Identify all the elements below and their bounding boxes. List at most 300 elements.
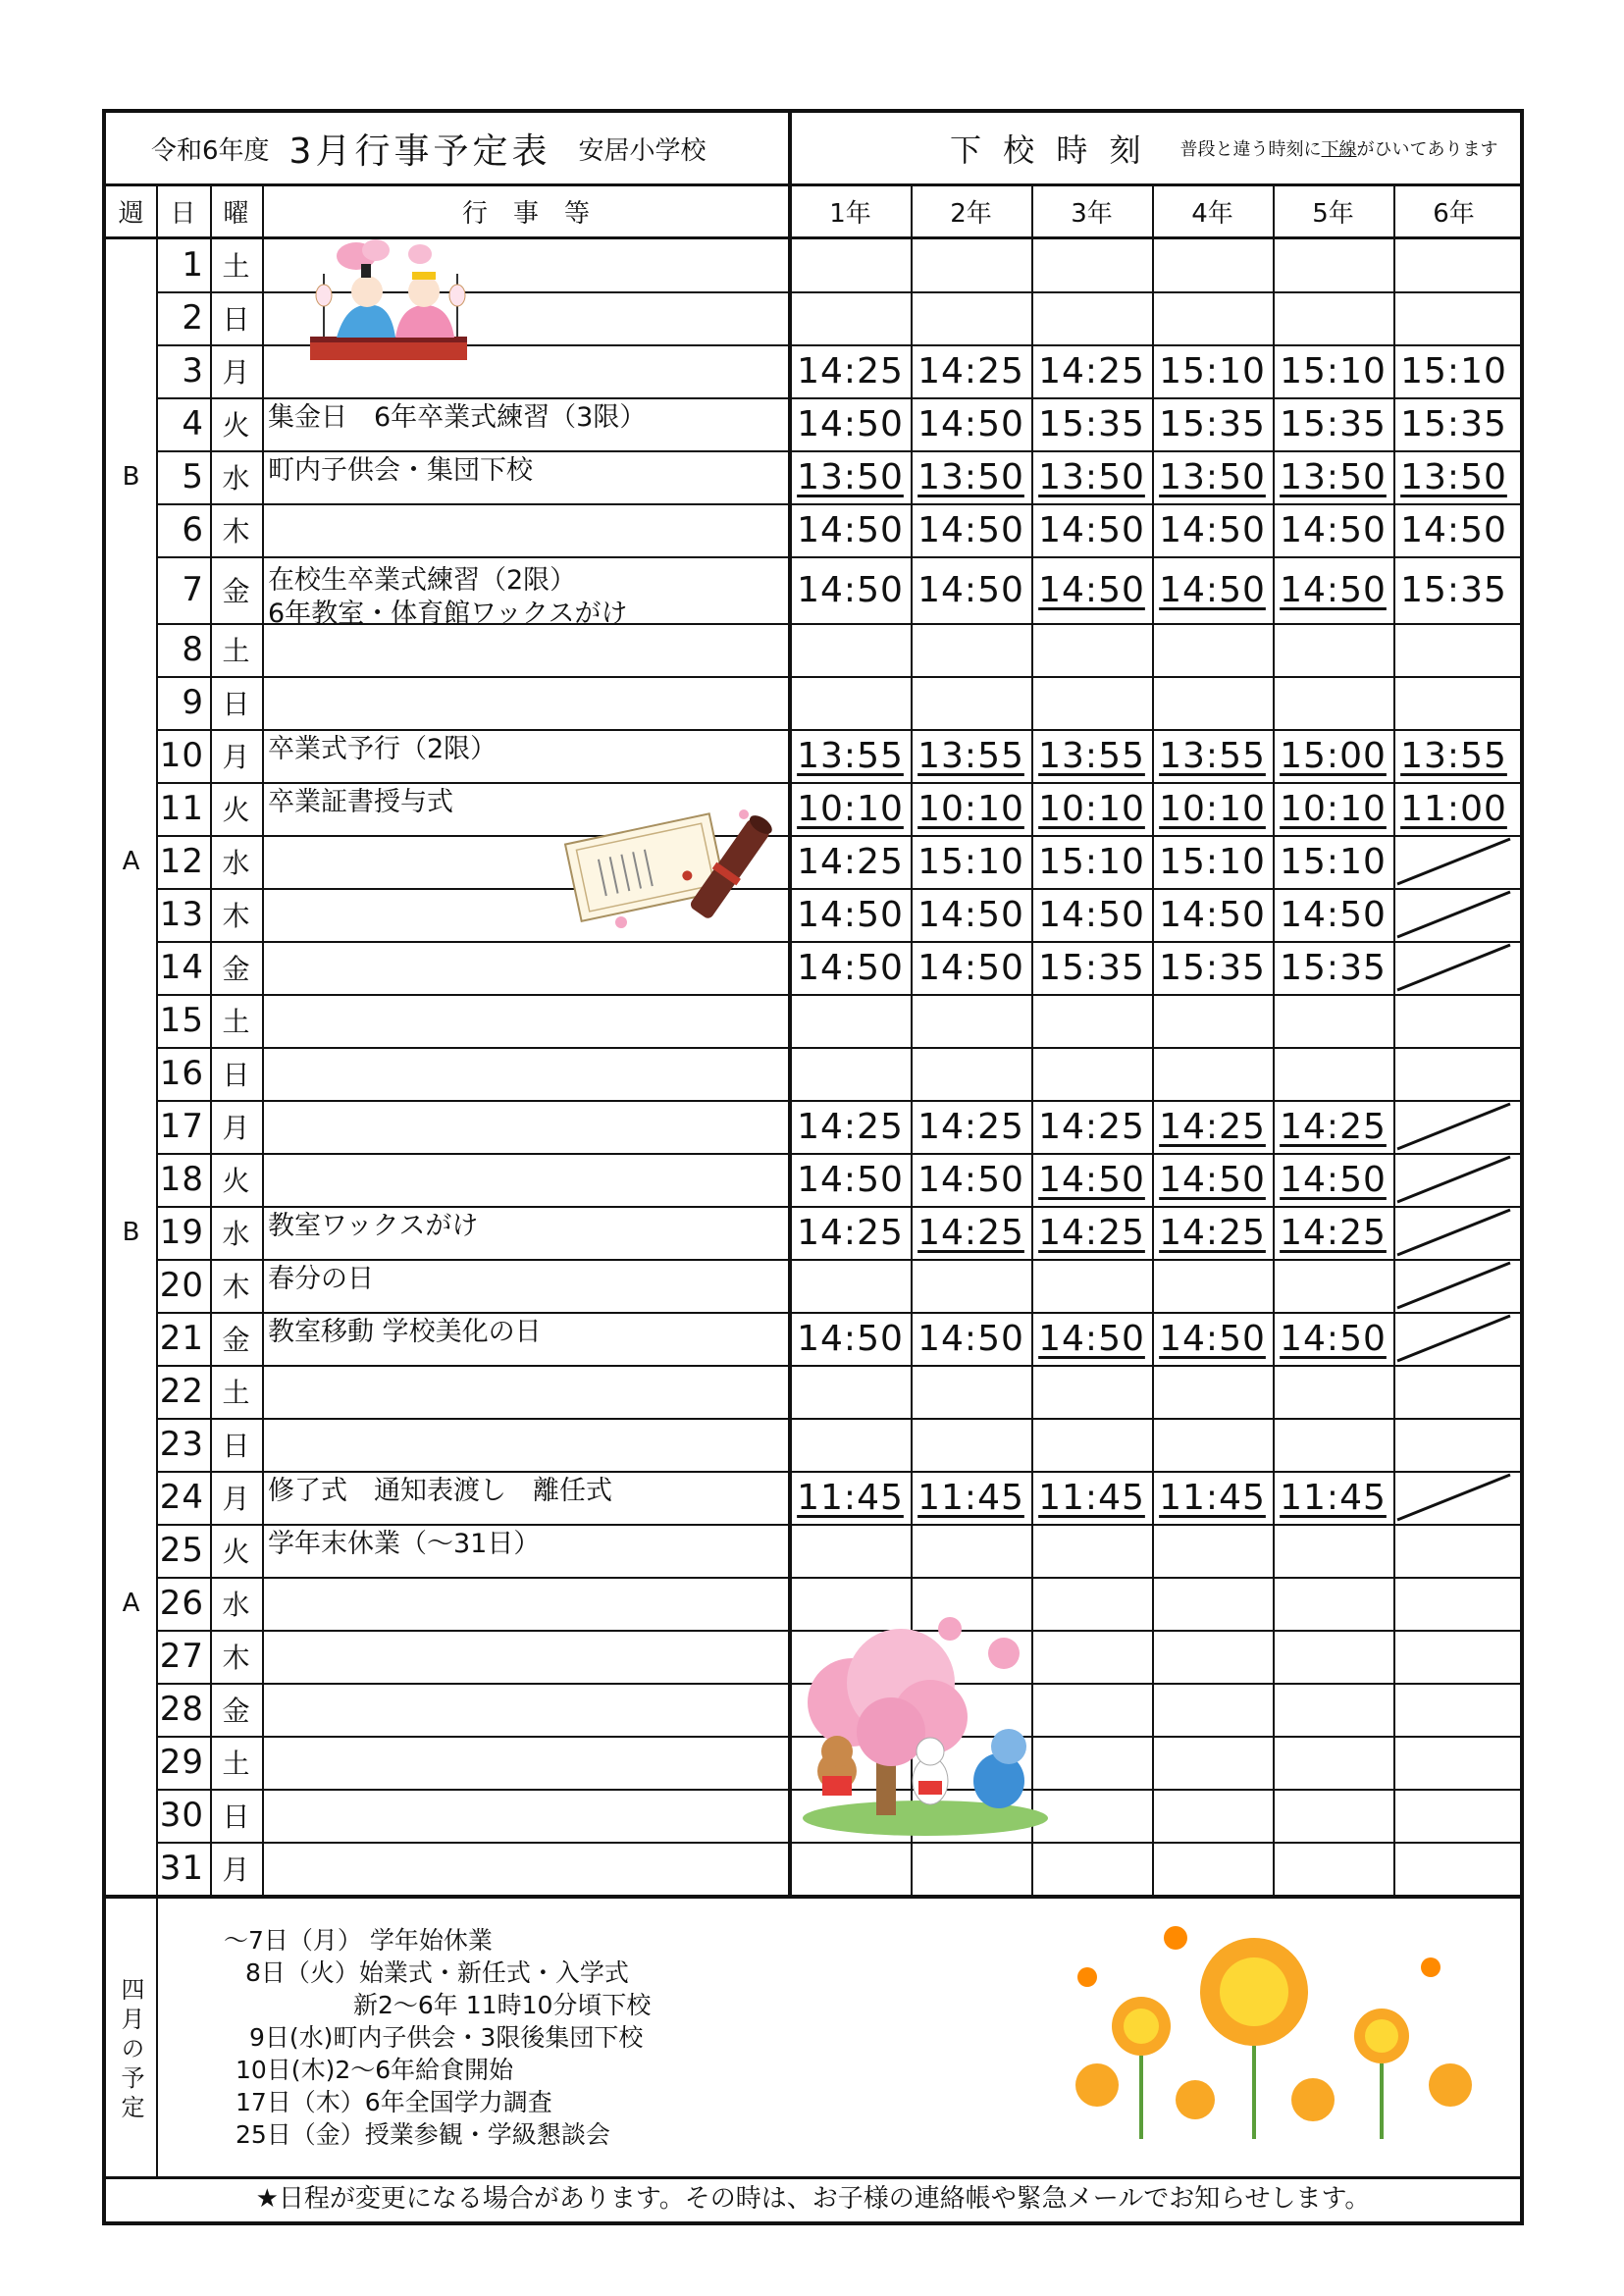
dismissal-time-grade-4 — [1152, 1418, 1273, 1471]
time-value: 15:35 — [1038, 947, 1145, 988]
time-value: 14:50 — [1159, 1159, 1266, 1200]
time-value: 14:50 — [1038, 894, 1145, 935]
day-number: 21 — [159, 1319, 204, 1358]
dismissal-time-grade-4 — [1152, 556, 1273, 623]
event-cell — [262, 676, 790, 729]
weekday: 水 — [222, 1218, 250, 1250]
time-value: 15:35 — [1159, 403, 1266, 444]
dismissal-time-grade-1 — [790, 556, 911, 623]
time-value: 14:50 — [917, 403, 1024, 444]
dismissal-time-grade-1 — [790, 1365, 911, 1418]
grid-line — [156, 941, 1520, 943]
dismissal-time-grade-5 — [1273, 344, 1393, 397]
grid-line — [156, 676, 1520, 678]
event-cell — [262, 1047, 790, 1100]
april-line: 8日（火）始業式・新任式・入学式 — [245, 1958, 629, 1987]
day-number: 31 — [159, 1849, 204, 1888]
dismissal-time-grade-2 — [911, 556, 1031, 623]
time-value: 14:25 — [1038, 1106, 1145, 1147]
dismissal-time-grade-4 — [1152, 1312, 1273, 1365]
time-value: 14:50 — [917, 569, 1024, 610]
dismissal-title: 下 校 時 刻 — [950, 131, 1147, 169]
dismissal-time-grade-5 — [1273, 291, 1393, 344]
dismissal-time-grade-3 — [1031, 941, 1152, 994]
dismissal-time-grade-1 — [790, 238, 911, 291]
dismissal-time-grade-2 — [911, 994, 1031, 1047]
dismissal-time-grade-2 — [911, 450, 1031, 503]
dismissal-time-grade-4 — [1152, 729, 1273, 782]
time-value: 11:00 — [1400, 788, 1507, 829]
weekday: 日 — [222, 688, 250, 720]
time-value: 14:50 — [917, 1159, 1024, 1200]
notice-text: ★日程が変更になる場合があります。その時は、お子様の連絡帳や緊急メールでお知らせします。 — [255, 2184, 1371, 2214]
dismissal-time-grade-5 — [1273, 1206, 1393, 1259]
time-value: 13:50 — [1280, 456, 1387, 497]
dismissal-time-grade-1 — [790, 1524, 911, 1577]
time-value: 14:25 — [797, 841, 904, 882]
dismissal-time-grade-5 — [1273, 1842, 1393, 1895]
dismissal-time-grade-5 — [1273, 782, 1393, 835]
event-cell — [262, 1418, 790, 1471]
day-number: 4 — [182, 404, 204, 444]
dismissal-time-grade-2 — [911, 782, 1031, 835]
time-value: 14:25 — [797, 1106, 904, 1147]
time-value: 14:50 — [797, 894, 904, 935]
dismissal-time-grade-5 — [1273, 835, 1393, 888]
event-cell — [262, 450, 790, 503]
dismissal-time-grade-3 — [1031, 291, 1152, 344]
time-value: 14:50 — [797, 947, 904, 988]
dismissal-time-grade-5 — [1273, 1100, 1393, 1153]
dismissal-time-grade-5 — [1273, 556, 1393, 623]
dismissal-time-grade-1 — [790, 835, 911, 888]
weekday: 日 — [222, 1430, 250, 1462]
dismissal-time-grade-2 — [911, 291, 1031, 344]
dismissal-time-grade-4 — [1152, 1683, 1273, 1736]
dismissal-time-grade-4 — [1152, 888, 1273, 941]
day-number: 9 — [182, 683, 204, 722]
dismissal-time-grade-5 — [1273, 1577, 1393, 1630]
week-type: A — [122, 1589, 140, 1618]
weekday: 水 — [222, 462, 250, 495]
dismissal-time-grade-5 — [1273, 1630, 1393, 1683]
dismissal-time-grade-1 — [790, 1153, 911, 1206]
no-school-slash — [1393, 1206, 1514, 1259]
dismissal-time-grade-2 — [911, 1365, 1031, 1418]
dismissal-time-grade-6 — [1393, 1577, 1514, 1630]
dismissal-time-grade-1 — [790, 941, 911, 994]
event-cell — [262, 1683, 790, 1736]
grid-line — [156, 450, 1520, 452]
grid-line — [1152, 183, 1154, 1895]
dismissal-time-grade-6 — [1393, 238, 1514, 291]
time-value: 14:50 — [797, 509, 904, 550]
event-cell — [262, 1259, 790, 1312]
time-value: 14:50 — [1038, 1318, 1145, 1359]
day-number: 11 — [159, 789, 204, 828]
day-number: 16 — [159, 1054, 204, 1093]
time-value: 15:35 — [1159, 947, 1266, 988]
week-type: B — [122, 1218, 140, 1247]
time-value: 10:10 — [797, 788, 904, 829]
grid-line — [156, 183, 158, 1895]
dismissal-time-grade-3 — [1031, 994, 1152, 1047]
dismissal-time-grade-2 — [911, 1047, 1031, 1100]
dismissal-time-grade-5 — [1273, 1365, 1393, 1418]
time-value: 14:50 — [797, 1318, 904, 1359]
time-value: 13:50 — [917, 456, 1024, 497]
day-number: 25 — [159, 1531, 204, 1570]
time-value: 14:50 — [797, 403, 904, 444]
dismissal-time-grade-2 — [911, 729, 1031, 782]
dismissal-time-grade-5 — [1273, 1683, 1393, 1736]
day-number: 8 — [182, 630, 204, 669]
weekday: 月 — [222, 1483, 250, 1515]
dismissal-time-grade-2 — [911, 1524, 1031, 1577]
time-value: 15:10 — [1400, 350, 1507, 391]
event-cell — [262, 994, 790, 1047]
no-school-slash — [1393, 888, 1514, 941]
event-text: 卒業式予行（2限） — [268, 734, 498, 764]
grid-line — [156, 503, 1520, 505]
day-number: 18 — [159, 1160, 204, 1199]
dismissal-time-grade-3 — [1031, 1418, 1152, 1471]
grid-line — [156, 1577, 1520, 1579]
weekday: 日 — [222, 1800, 250, 1833]
april-schedule — [216, 1924, 651, 2151]
time-value: 15:10 — [1159, 841, 1266, 882]
dismissal-time-grade-6 — [1393, 623, 1514, 676]
time-value: 14:50 — [1400, 509, 1507, 550]
day-number: 5 — [182, 457, 204, 496]
dismissal-time-grade-2 — [911, 1418, 1031, 1471]
dismissal-time-grade-4 — [1152, 1471, 1273, 1524]
weekday: 木 — [222, 1271, 250, 1303]
event-text: 在校生卒業式練習（2限） — [268, 565, 577, 596]
dismissal-time-grade-6 — [1393, 291, 1514, 344]
time-value: 15:10 — [1159, 350, 1266, 391]
dismissal-time-grade-4 — [1152, 291, 1273, 344]
dismissal-time-grade-5 — [1273, 1736, 1393, 1789]
time-value: 10:10 — [1159, 788, 1266, 829]
dismissal-time-grade-6 — [1393, 1047, 1514, 1100]
event-text: 春分の日 — [268, 1264, 374, 1294]
dismissal-time-grade-3 — [1031, 503, 1152, 556]
weekday: 金 — [222, 1695, 250, 1727]
column-day: 日 — [170, 198, 196, 229]
grid-line — [156, 782, 1520, 784]
dismissal-time-grade-4 — [1152, 1153, 1273, 1206]
dismissal-note: 普段と違う時刻に下線がひいてあります — [1179, 139, 1498, 160]
time-value: 14:50 — [917, 509, 1024, 550]
dismissal-time-grade-4 — [1152, 450, 1273, 503]
weekday: 火 — [222, 1536, 250, 1568]
dismissal-time-grade-5 — [1273, 450, 1393, 503]
no-school-slash — [1393, 1100, 1514, 1153]
time-value: 14:50 — [1280, 1318, 1387, 1359]
time-value: 14:50 — [1038, 569, 1145, 610]
grid-line — [156, 1047, 1520, 1049]
day-number: 12 — [159, 842, 204, 881]
dismissal-time-grade-2 — [911, 623, 1031, 676]
time-value: 14:25 — [1038, 1212, 1145, 1253]
time-value: 14:50 — [797, 1159, 904, 1200]
dismissal-time-grade-4 — [1152, 782, 1273, 835]
dismissal-time-grade-6 — [1393, 1418, 1514, 1471]
weekday: 日 — [222, 303, 250, 336]
weekday: 水 — [222, 847, 250, 879]
dismissal-time-grade-6 — [1393, 556, 1514, 623]
dismissal-time-grade-2 — [911, 1259, 1031, 1312]
dismissal-time-grade-3 — [1031, 1471, 1152, 1524]
time-value: 15:35 — [1400, 569, 1507, 610]
time-value: 14:25 — [1038, 350, 1145, 391]
april-line: 9日(水)町内子供会・3限後集団下校 — [249, 2023, 644, 2052]
time-value: 14:50 — [1038, 1159, 1145, 1200]
dismissal-time-grade-5 — [1273, 994, 1393, 1047]
dismissal-time-grade-2 — [911, 676, 1031, 729]
weekday: 月 — [222, 1112, 250, 1144]
time-value: 11:45 — [797, 1477, 904, 1518]
time-value: 15:35 — [1400, 403, 1507, 444]
no-school-slash — [1393, 1259, 1514, 1312]
april-line: ～7日（月） 学年始休業 — [224, 1926, 493, 1955]
dismissal-time-grade-1 — [790, 623, 911, 676]
event-text: 教室ワックスがけ — [268, 1211, 479, 1241]
grid-line — [156, 1365, 1520, 1367]
dismissal-time-grade-1 — [790, 1471, 911, 1524]
time-value: 14:50 — [1038, 509, 1145, 550]
dismissal-time-grade-3 — [1031, 835, 1152, 888]
time-value: 14:50 — [1280, 1159, 1387, 1200]
no-school-slash — [1393, 941, 1514, 994]
dismissal-time-grade-6 — [1393, 994, 1514, 1047]
week-type: A — [122, 847, 140, 876]
event-text: 町内子供会・集団下校 — [268, 455, 533, 486]
time-value: 15:00 — [1280, 735, 1387, 776]
dismissal-time-grade-5 — [1273, 623, 1393, 676]
grid-line — [210, 183, 212, 1895]
grid-line — [156, 994, 1520, 996]
april-label-text: 四月の予定 — [117, 1977, 144, 2124]
column-events: 行 事 等 — [461, 198, 590, 229]
dismissal-time-grade-4 — [1152, 1047, 1273, 1100]
event-cell — [262, 503, 790, 556]
dismissal-time-grade-5 — [1273, 941, 1393, 994]
dismissal-time-grade-3 — [1031, 676, 1152, 729]
dismissal-time-grade-3 — [1031, 1365, 1152, 1418]
dismissal-time-grade-1 — [790, 888, 911, 941]
dismissal-time-grade-6 — [1393, 729, 1514, 782]
event-text: 修了式 通知表渡し 離任式 — [268, 1476, 612, 1506]
grid-line — [156, 1100, 1520, 1102]
dismissal-time-grade-1 — [790, 1842, 911, 1895]
event-text: 学年末休業（～31日） — [268, 1529, 541, 1559]
event-cell — [262, 1206, 790, 1259]
dismissal-time-grade-3 — [1031, 782, 1152, 835]
dismissal-time-grade-4 — [1152, 503, 1273, 556]
time-value: 14:50 — [797, 569, 904, 610]
dismissal-time-grade-1 — [790, 344, 911, 397]
column-weekday: 曜 — [223, 198, 249, 229]
dismissal-time-grade-3 — [1031, 238, 1152, 291]
time-value: 11:45 — [1159, 1477, 1266, 1518]
day-number: 28 — [159, 1690, 204, 1729]
day-number: 2 — [182, 298, 204, 338]
dismissal-time-grade-6 — [1393, 1736, 1514, 1789]
time-value: 13:50 — [1400, 456, 1507, 497]
event-cell — [262, 556, 790, 629]
april-line: 10日(木)2～6年給食開始 — [236, 2056, 514, 2084]
dismissal-time-grade-1 — [790, 450, 911, 503]
dismissal-time-grade-1 — [790, 1047, 911, 1100]
dismissal-time-grade-6 — [1393, 1630, 1514, 1683]
grid-line — [1393, 183, 1395, 1895]
time-value: 11:45 — [1038, 1477, 1145, 1518]
weekday: 土 — [222, 1377, 250, 1409]
weekday: 土 — [222, 635, 250, 667]
event-cell — [262, 1577, 790, 1630]
april-line: 25日（金）授業参観・学級懇談会 — [236, 2120, 610, 2149]
time-value: 14:25 — [797, 1212, 904, 1253]
dismissal-time-grade-3 — [1031, 450, 1152, 503]
april-label — [106, 1923, 156, 2178]
event-text: 集金日 6年卒業式練習（3限） — [268, 402, 647, 433]
dismissal-time-grade-6 — [1393, 1789, 1514, 1842]
dismissal-time-grade-5 — [1273, 1789, 1393, 1842]
dismissal-time-grade-3 — [1031, 1312, 1152, 1365]
event-cell — [262, 1100, 790, 1153]
dismissal-time-grade-6 — [1393, 450, 1514, 503]
dismissal-time-grade-4 — [1152, 1259, 1273, 1312]
time-value: 10:10 — [917, 788, 1024, 829]
dismissal-time-grade-5 — [1273, 1471, 1393, 1524]
time-value: 14:50 — [917, 894, 1024, 935]
column-grade-3: 3年 — [1071, 198, 1113, 229]
dismissal-time-grade-2 — [911, 503, 1031, 556]
dismissal-time-grade-3 — [1031, 556, 1152, 623]
dismissal-time-grade-3 — [1031, 1206, 1152, 1259]
weekday: 月 — [222, 1853, 250, 1886]
column-week: 週 — [118, 198, 144, 229]
grid-line — [156, 1895, 158, 2176]
hina-dolls-illustration — [302, 235, 479, 367]
dismissal-time-grade-4 — [1152, 397, 1273, 450]
column-grade-4: 4年 — [1191, 198, 1233, 229]
day-number: 10 — [159, 736, 204, 775]
april-line: 新2～6年 11時10分頃下校 — [353, 1991, 652, 2019]
grid-line — [156, 1418, 1520, 1420]
time-value: 13:55 — [917, 735, 1024, 776]
time-value: 14:25 — [1280, 1106, 1387, 1147]
event-cell — [262, 1789, 790, 1842]
grid-line — [788, 113, 792, 1895]
weekday: 水 — [222, 1589, 250, 1621]
time-value: 14:50 — [1159, 894, 1266, 935]
time-value: 14:25 — [1159, 1106, 1266, 1147]
event-text: 6年教室・体育館ワックスがけ — [268, 599, 628, 629]
event-cell — [262, 1630, 790, 1683]
dismissal-time-grade-4 — [1152, 1577, 1273, 1630]
dismissal-time-grade-3 — [1031, 623, 1152, 676]
dismissal-time-grade-3 — [1031, 1524, 1152, 1577]
no-school-slash — [1393, 1471, 1514, 1524]
weekday: 土 — [222, 250, 250, 283]
weekday: 木 — [222, 1642, 250, 1674]
time-value: 14:25 — [917, 1212, 1024, 1253]
grid-line — [156, 1259, 1520, 1261]
dismissal-time-grade-3 — [1031, 1047, 1152, 1100]
fiscal-year: 令和6年度 — [151, 135, 270, 166]
week-type: B — [122, 462, 140, 492]
dismissal-time-grade-4 — [1152, 1365, 1273, 1418]
dismissal-time-grade-4 — [1152, 676, 1273, 729]
dismissal-header — [950, 113, 1519, 183]
time-value: 14:50 — [917, 947, 1024, 988]
dismissal-time-grade-1 — [790, 397, 911, 450]
dismissal-time-grade-4 — [1152, 1842, 1273, 1895]
time-value: 13:50 — [797, 456, 904, 497]
time-value: 14:50 — [1159, 569, 1266, 610]
grid-line — [156, 397, 1520, 399]
dismissal-time-grade-5 — [1273, 1153, 1393, 1206]
grid-line — [156, 1206, 1520, 1208]
dismissal-time-grade-2 — [911, 1100, 1031, 1153]
weekday: 火 — [222, 1165, 250, 1197]
dismissal-time-grade-6 — [1393, 344, 1514, 397]
day-number: 7 — [182, 570, 204, 609]
grid-line — [156, 729, 1520, 731]
grid-line — [106, 1895, 1520, 1899]
no-school-slash — [1393, 1153, 1514, 1206]
dismissal-time-grade-4 — [1152, 1524, 1273, 1577]
grid-line — [156, 888, 1520, 890]
dismissal-time-grade-2 — [911, 1206, 1031, 1259]
dismissal-time-grade-4 — [1152, 1736, 1273, 1789]
time-value: 15:35 — [1280, 403, 1387, 444]
schedule-table — [102, 109, 1524, 2225]
school-name: 安居小学校 — [578, 135, 707, 166]
time-value: 13:55 — [797, 735, 904, 776]
time-value: 11:45 — [1280, 1477, 1387, 1518]
event-cell — [262, 397, 790, 450]
weekday: 月 — [222, 356, 250, 389]
dismissal-time-grade-1 — [790, 1312, 911, 1365]
no-school-slash — [1393, 1312, 1514, 1365]
day-number: 30 — [159, 1796, 204, 1835]
day-number: 15 — [159, 1001, 204, 1040]
day-number: 22 — [159, 1372, 204, 1411]
day-number: 6 — [182, 510, 204, 549]
time-value: 10:10 — [1280, 788, 1387, 829]
dismissal-time-grade-1 — [790, 503, 911, 556]
weekday: 金 — [222, 575, 250, 607]
dismissal-time-grade-2 — [911, 888, 1031, 941]
day-number: 17 — [159, 1107, 204, 1146]
dismissal-time-grade-4 — [1152, 344, 1273, 397]
grid-line — [156, 1153, 1520, 1155]
column-grade-6: 6年 — [1433, 198, 1475, 229]
column-grade-5: 5年 — [1312, 198, 1354, 229]
dismissal-time-grade-5 — [1273, 1418, 1393, 1471]
event-cell — [262, 1153, 790, 1206]
dismissal-time-grade-4 — [1152, 1206, 1273, 1259]
dismissal-time-grade-2 — [911, 1471, 1031, 1524]
day-number: 27 — [159, 1637, 204, 1676]
time-value: 14:25 — [797, 350, 904, 391]
dismissal-time-grade-1 — [790, 1418, 911, 1471]
event-cell — [262, 1736, 790, 1789]
